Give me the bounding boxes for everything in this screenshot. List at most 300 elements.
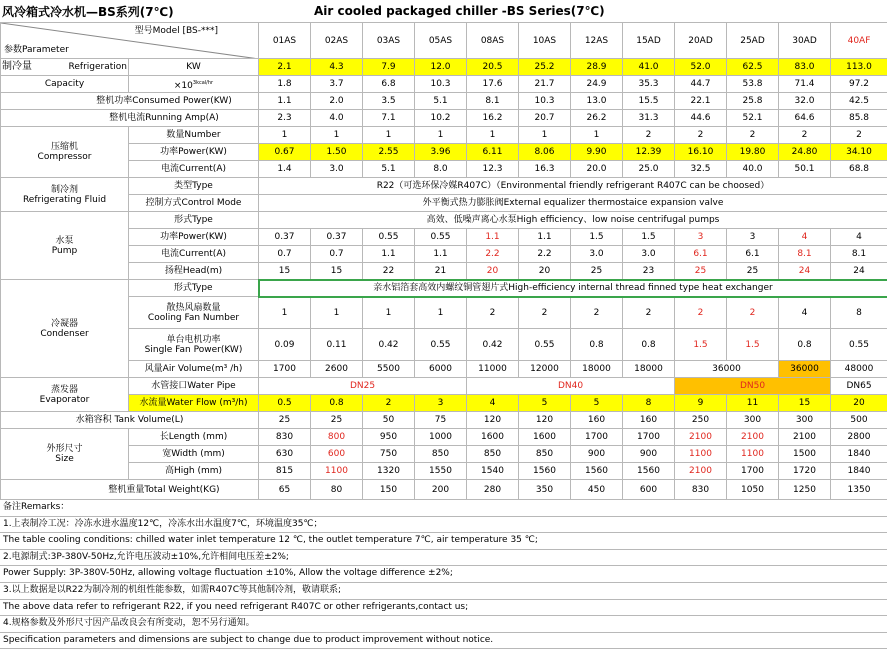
value-cell: 160 bbox=[623, 412, 675, 429]
value-cell: 1700 bbox=[623, 429, 675, 446]
value-cell: 900 bbox=[571, 446, 623, 463]
value-cell: 1.1 bbox=[519, 229, 571, 246]
value-cell: 1540 bbox=[467, 463, 519, 480]
value-cell: 2100 bbox=[675, 463, 727, 480]
value-cell: 1840 bbox=[831, 463, 887, 480]
value-cell: 12000 bbox=[519, 361, 571, 378]
table-row bbox=[1, 395, 887, 412]
value-cell: 36000 bbox=[779, 361, 831, 378]
value-cell: 32.5 bbox=[675, 161, 727, 178]
pipe-dn40: DN40 bbox=[467, 378, 675, 395]
pump-group-en: Pump bbox=[51, 245, 78, 256]
value-cell: 41.0 bbox=[623, 59, 675, 76]
value-cell: 0.55 bbox=[831, 329, 887, 361]
value-cell: 83.0 bbox=[779, 59, 831, 76]
value-cell: 1720 bbox=[779, 463, 831, 480]
model-header: 03AS bbox=[363, 23, 415, 59]
model-label: 型号Model [BS-***] bbox=[134, 26, 218, 36]
table-row bbox=[1, 229, 887, 246]
value-cell: 42.5 bbox=[831, 93, 887, 110]
pump-group bbox=[1, 212, 129, 280]
value-cell: 6.8 bbox=[363, 76, 415, 93]
refrig-group bbox=[1, 59, 129, 76]
value-cell: 1000 bbox=[415, 429, 467, 446]
value-cell: 16.2 bbox=[467, 110, 519, 127]
value-cell: 1.4 bbox=[259, 161, 311, 178]
model-header: 02AS bbox=[311, 23, 363, 59]
value-cell: 1 bbox=[415, 297, 467, 329]
value-cell: 1.1 bbox=[363, 246, 415, 263]
value-cell: 22.1 bbox=[675, 93, 727, 110]
value-cell: 120 bbox=[519, 412, 571, 429]
pump-head-label: 扬程Head(m) bbox=[129, 263, 259, 280]
value-cell: 32.0 bbox=[779, 93, 831, 110]
table-row bbox=[1, 412, 887, 429]
value-cell: 1 bbox=[363, 127, 415, 144]
value-cell: 21.7 bbox=[519, 76, 571, 93]
condenser-group bbox=[1, 280, 129, 378]
model-header: 01AS bbox=[259, 23, 311, 59]
fluid-type-value: R22（可选环保冷媒R407C）（Environmental friendly refrigerant R407C can be choosed） bbox=[259, 178, 887, 195]
value-cell: 12.39 bbox=[623, 144, 675, 161]
pump-type-value: 高效、低噪声离心水泵High efficiency、low noise centrifugal pumps bbox=[259, 212, 887, 229]
value-cell: 28.9 bbox=[571, 59, 623, 76]
value-cell: 8 bbox=[623, 395, 675, 412]
pipe-dn50: DN50 bbox=[675, 378, 831, 395]
value-cell: 1.5 bbox=[727, 329, 779, 361]
value-cell: 53.8 bbox=[727, 76, 779, 93]
remark-line: Power Supply: 3P-380V-50Hz, allowing voltage fluctuation ±10%, Allow the voltage difference ±2%; bbox=[0, 566, 887, 583]
value-cell: 68.8 bbox=[831, 161, 887, 178]
table-row bbox=[1, 463, 887, 480]
remark-line: 备注Remarks： bbox=[0, 500, 887, 517]
pipe-dn65: DN65 bbox=[831, 378, 887, 395]
param-label: 参数Parameter bbox=[4, 45, 69, 55]
value-cell: 160 bbox=[571, 412, 623, 429]
value-cell: 25.0 bbox=[623, 161, 675, 178]
value-cell: 1 bbox=[571, 127, 623, 144]
value-cell: 0.8 bbox=[311, 395, 363, 412]
value-cell: 8.06 bbox=[519, 144, 571, 161]
table-row bbox=[1, 329, 887, 361]
value-cell: 1 bbox=[259, 297, 311, 329]
value-cell: 1 bbox=[467, 127, 519, 144]
value-cell: 1560 bbox=[519, 463, 571, 480]
condenser-group-en: Condenser bbox=[40, 328, 89, 339]
value-cell: 800 bbox=[311, 429, 363, 446]
tank-label: 水箱容积 Tank Volume(L) bbox=[1, 412, 259, 429]
fluid-group-cn: 制冷剂 bbox=[50, 184, 78, 195]
value-cell: 2.0 bbox=[311, 93, 363, 110]
comp-power-label: 功率Power(KW) bbox=[129, 144, 259, 161]
table-row bbox=[1, 263, 887, 280]
value-cell: 25 bbox=[259, 412, 311, 429]
value-cell: 2 bbox=[727, 127, 779, 144]
value-cell: 6000 bbox=[415, 361, 467, 378]
value-cell: 25.2 bbox=[519, 59, 571, 76]
table-row bbox=[1, 59, 887, 76]
comp-num-label: 数量Number bbox=[129, 127, 259, 144]
fluid-group-en: Refrigerating Fluid bbox=[22, 194, 107, 205]
value-cell: 12.0 bbox=[415, 59, 467, 76]
value-cell: 815 bbox=[259, 463, 311, 480]
value-cell: 4.0 bbox=[311, 110, 363, 127]
value-cell: 2100 bbox=[727, 429, 779, 446]
value-cell: 2 bbox=[779, 127, 831, 144]
value-cell: 65 bbox=[259, 480, 311, 500]
value-cell: 1 bbox=[311, 127, 363, 144]
refrig-group-cn: 制冷量 bbox=[2, 61, 32, 72]
fan-power-label bbox=[129, 329, 259, 361]
current-label: 整机电流Running Amp(A) bbox=[1, 110, 259, 127]
value-cell: 44.6 bbox=[675, 110, 727, 127]
pump-group-cn: 水泵 bbox=[55, 235, 74, 246]
value-cell: 1.8 bbox=[259, 76, 311, 93]
value-cell: 97.2 bbox=[831, 76, 887, 93]
fluid-ctrl-label: 控制方式Control Mode bbox=[129, 195, 259, 212]
value-cell: 450 bbox=[571, 480, 623, 500]
value-cell: 48000 bbox=[831, 361, 887, 378]
value-cell: 0.11 bbox=[311, 329, 363, 361]
value-cell: 3.96 bbox=[415, 144, 467, 161]
value-cell: 120 bbox=[467, 412, 519, 429]
value-cell: 850 bbox=[415, 446, 467, 463]
value-cell: 50.1 bbox=[779, 161, 831, 178]
value-cell: 1600 bbox=[519, 429, 571, 446]
value-cell: 8.0 bbox=[415, 161, 467, 178]
value-cell: 5.1 bbox=[415, 93, 467, 110]
value-cell: 1.50 bbox=[311, 144, 363, 161]
table-row bbox=[1, 110, 887, 127]
value-cell: 7.9 bbox=[363, 59, 415, 76]
value-cell: 1 bbox=[259, 127, 311, 144]
value-cell: 16.10 bbox=[675, 144, 727, 161]
value-cell: 4 bbox=[779, 229, 831, 246]
value-cell: 2 bbox=[363, 395, 415, 412]
model-header: 12AS bbox=[571, 23, 623, 59]
title-bar bbox=[0, 0, 887, 22]
value-cell: 1320 bbox=[363, 463, 415, 480]
fan-num-label bbox=[129, 297, 259, 329]
evaporator-group-cn: 蒸发器 bbox=[50, 384, 78, 395]
value-cell: 0.09 bbox=[259, 329, 311, 361]
value-cell: 3.0 bbox=[571, 246, 623, 263]
remark-line: 4.规格参数及外形尺寸因产品改良会有所变动，恕不另行通知。 bbox=[0, 616, 887, 633]
value-cell: 0.55 bbox=[363, 229, 415, 246]
value-cell: 0.5 bbox=[259, 395, 311, 412]
pipe-dn25: DN25 bbox=[259, 378, 467, 395]
value-cell: 850 bbox=[519, 446, 571, 463]
value-cell: 1350 bbox=[831, 480, 887, 500]
value-cell: 4 bbox=[831, 229, 887, 246]
value-cell: 9 bbox=[675, 395, 727, 412]
value-cell: 24.9 bbox=[571, 76, 623, 93]
value-cell: 25.8 bbox=[727, 93, 779, 110]
value-cell: 2.2 bbox=[467, 246, 519, 263]
unit-kcal bbox=[129, 76, 259, 93]
value-cell: 85.8 bbox=[831, 110, 887, 127]
table-row bbox=[1, 178, 887, 195]
value-cell: 0.8 bbox=[571, 329, 623, 361]
value-cell: 35.3 bbox=[623, 76, 675, 93]
value-cell: 500 bbox=[831, 412, 887, 429]
value-cell: 250 bbox=[675, 412, 727, 429]
value-cell: 0.7 bbox=[311, 246, 363, 263]
value-cell: 200 bbox=[415, 480, 467, 500]
remark-line: 3.以上数据是以R22为制冷剂的机组性能参数，如需R407C等其他制冷剂，敬请联系; bbox=[0, 583, 887, 600]
value-cell: 36000 bbox=[675, 361, 779, 378]
value-cell: 10.3 bbox=[415, 76, 467, 93]
model-header: 20AD bbox=[675, 23, 727, 59]
value-cell: 52.1 bbox=[727, 110, 779, 127]
value-cell: 1.5 bbox=[571, 229, 623, 246]
value-cell: 600 bbox=[623, 480, 675, 500]
value-cell: 18000 bbox=[571, 361, 623, 378]
value-cell: 1 bbox=[363, 297, 415, 329]
cond-type-value: 亲水铝箔套高效内螺纹铜管翅片式High-efficiency internal thread finned type heat exchanger bbox=[259, 280, 887, 297]
model-header: 15AD bbox=[623, 23, 675, 59]
value-cell: 15 bbox=[259, 263, 311, 280]
value-cell: 113.0 bbox=[831, 59, 887, 76]
value-cell: 8.1 bbox=[779, 246, 831, 263]
value-cell: 16.3 bbox=[519, 161, 571, 178]
header-model-param bbox=[1, 23, 259, 59]
value-cell: 15 bbox=[779, 395, 831, 412]
value-cell: 64.6 bbox=[779, 110, 831, 127]
value-cell: 2100 bbox=[675, 429, 727, 446]
value-cell: 950 bbox=[363, 429, 415, 446]
value-cell: 750 bbox=[363, 446, 415, 463]
value-cell: 2.3 bbox=[259, 110, 311, 127]
value-cell: 1700 bbox=[727, 463, 779, 480]
compressor-group-en: Compressor bbox=[37, 152, 92, 162]
value-cell: 80 bbox=[311, 480, 363, 500]
size-group bbox=[1, 429, 129, 480]
value-cell: 11 bbox=[727, 395, 779, 412]
remark-line: The table cooling conditions: chilled water inlet temperature 12 ℃, the outlet temperature 7℃, air temperature 35 ℃; bbox=[0, 533, 887, 550]
value-cell: 23 bbox=[623, 263, 675, 280]
value-cell: 1550 bbox=[415, 463, 467, 480]
remark-line: The above data refer to refrigerant R22, if you need refrigerant R407C or other refrigerants,contact us; bbox=[0, 600, 887, 617]
air-label: 风量Air Volume(m³ /h) bbox=[129, 361, 259, 378]
value-cell: 25 bbox=[675, 263, 727, 280]
value-cell: 9.90 bbox=[571, 144, 623, 161]
cond-type-label: 形式Type bbox=[129, 280, 259, 297]
value-cell: 1700 bbox=[259, 361, 311, 378]
pump-power-label: 功率Power(KW) bbox=[129, 229, 259, 246]
value-cell: 5 bbox=[571, 395, 623, 412]
value-cell: 1 bbox=[519, 127, 571, 144]
pump-type-label: 形式Type bbox=[129, 212, 259, 229]
weight-label: 整机重量Total Weight(KG) bbox=[1, 480, 259, 500]
height-label: 高High (mm) bbox=[129, 463, 259, 480]
value-cell: 26.2 bbox=[571, 110, 623, 127]
value-cell: 20.7 bbox=[519, 110, 571, 127]
comp-current-label: 电流Current(A) bbox=[129, 161, 259, 178]
evaporator-group-en: Evaporator bbox=[39, 394, 90, 405]
table-row bbox=[1, 76, 887, 93]
remarks-section bbox=[0, 500, 887, 649]
remark-line: 2.电源制式:3P-380V-50Hz,允许电压波动±10%,允许相间电压差±2%; bbox=[0, 550, 887, 567]
value-cell: 19.80 bbox=[727, 144, 779, 161]
table-row bbox=[1, 246, 887, 263]
value-cell: 1100 bbox=[675, 446, 727, 463]
value-cell: 0.55 bbox=[415, 329, 467, 361]
model-header: 08AS bbox=[467, 23, 519, 59]
value-cell: 8.1 bbox=[831, 246, 887, 263]
value-cell: 20.5 bbox=[467, 59, 519, 76]
value-cell: 8 bbox=[831, 297, 887, 329]
spec-table bbox=[0, 22, 887, 500]
value-cell: 2 bbox=[675, 297, 727, 329]
value-cell: 2100 bbox=[779, 429, 831, 446]
unit-kw: KW bbox=[129, 59, 259, 76]
value-cell: 7.1 bbox=[363, 110, 415, 127]
value-cell: 20 bbox=[831, 395, 887, 412]
value-cell: 2.55 bbox=[363, 144, 415, 161]
value-cell: 17.6 bbox=[467, 76, 519, 93]
value-cell: 3.0 bbox=[311, 161, 363, 178]
value-cell: 3.0 bbox=[623, 246, 675, 263]
fan-power-label-en: Single Fan Power(KW) bbox=[144, 344, 243, 355]
value-cell: 2 bbox=[571, 297, 623, 329]
value-cell: 15.5 bbox=[623, 93, 675, 110]
value-cell: 24.80 bbox=[779, 144, 831, 161]
value-cell: 1.1 bbox=[259, 93, 311, 110]
value-cell: 2 bbox=[727, 297, 779, 329]
value-cell: 25 bbox=[727, 263, 779, 280]
kcal-unit: ×10 bbox=[173, 80, 193, 91]
value-cell: 280 bbox=[467, 480, 519, 500]
value-cell: 10.2 bbox=[415, 110, 467, 127]
value-cell: 75 bbox=[415, 412, 467, 429]
value-cell: 6.11 bbox=[467, 144, 519, 161]
pipe-label: 水管接口Water Pipe bbox=[129, 378, 259, 395]
value-cell: 20.0 bbox=[571, 161, 623, 178]
table-row bbox=[1, 446, 887, 463]
value-cell: 1050 bbox=[727, 480, 779, 500]
width-label: 宽Width (mm) bbox=[129, 446, 259, 463]
model-header: 30AD bbox=[779, 23, 831, 59]
value-cell: 1250 bbox=[779, 480, 831, 500]
value-cell: 52.0 bbox=[675, 59, 727, 76]
size-group-en: Size bbox=[55, 454, 74, 464]
value-cell: 630 bbox=[259, 446, 311, 463]
value-cell: 12.3 bbox=[467, 161, 519, 178]
value-cell: 830 bbox=[259, 429, 311, 446]
fluid-group bbox=[1, 178, 129, 212]
fluid-type-label: 类型Type bbox=[129, 178, 259, 195]
value-cell: 3.7 bbox=[311, 76, 363, 93]
value-cell: 0.8 bbox=[623, 329, 675, 361]
value-cell: 13.0 bbox=[571, 93, 623, 110]
table-row bbox=[1, 144, 887, 161]
value-cell: 2 bbox=[675, 127, 727, 144]
fan-num-label-en: Cooling Fan Number bbox=[147, 312, 240, 323]
value-cell: 3.5 bbox=[363, 93, 415, 110]
value-cell: 1.5 bbox=[623, 229, 675, 246]
value-cell: 44.7 bbox=[675, 76, 727, 93]
table-row bbox=[1, 212, 887, 229]
value-cell: 2.1 bbox=[259, 59, 311, 76]
capacity-label: Capacity bbox=[1, 76, 129, 93]
value-cell: 8.1 bbox=[467, 93, 519, 110]
flow-label: 水流量Water Flow (m³/h) bbox=[129, 395, 259, 412]
value-cell: 0.67 bbox=[259, 144, 311, 161]
value-cell: 300 bbox=[779, 412, 831, 429]
value-cell: 150 bbox=[363, 480, 415, 500]
table-row bbox=[1, 195, 887, 212]
value-cell: 0.55 bbox=[519, 329, 571, 361]
value-cell: 4.3 bbox=[311, 59, 363, 76]
value-cell: 850 bbox=[467, 446, 519, 463]
value-cell: 830 bbox=[675, 480, 727, 500]
condenser-group-cn: 冷凝器 bbox=[50, 318, 78, 329]
length-label: 长Length (mm) bbox=[129, 429, 259, 446]
fluid-ctrl-value: 外平衡式热力膨胀阀External equalizer thermostaice expansion valve bbox=[259, 195, 887, 212]
table-row bbox=[1, 361, 887, 378]
model-header: 05AS bbox=[415, 23, 467, 59]
value-cell: 600 bbox=[311, 446, 363, 463]
kcal-sup: 3kcal/hr bbox=[192, 79, 214, 86]
value-cell: 1560 bbox=[623, 463, 675, 480]
value-cell: 2.2 bbox=[519, 246, 571, 263]
value-cell: 0.42 bbox=[467, 329, 519, 361]
value-cell: 24 bbox=[831, 263, 887, 280]
value-cell: 900 bbox=[623, 446, 675, 463]
value-cell: 300 bbox=[727, 412, 779, 429]
title-chinese: 风冷箱式冷水机—BS系列(7℃) bbox=[2, 4, 174, 19]
value-cell: 2 bbox=[467, 297, 519, 329]
value-cell: 0.55 bbox=[415, 229, 467, 246]
table-row bbox=[1, 480, 887, 500]
value-cell: 25 bbox=[571, 263, 623, 280]
value-cell: 0.42 bbox=[363, 329, 415, 361]
compressor-group bbox=[1, 127, 129, 178]
table-row bbox=[1, 297, 887, 329]
value-cell: 31.3 bbox=[623, 110, 675, 127]
value-cell: 1 bbox=[415, 127, 467, 144]
value-cell: 20 bbox=[467, 263, 519, 280]
fan-num-label-cn: 散热风扇数量 bbox=[166, 302, 221, 313]
value-cell: 11000 bbox=[467, 361, 519, 378]
value-cell: 25 bbox=[311, 412, 363, 429]
value-cell: 1560 bbox=[571, 463, 623, 480]
value-cell: 5 bbox=[519, 395, 571, 412]
value-cell: 20 bbox=[519, 263, 571, 280]
table-row bbox=[1, 378, 887, 395]
table-row bbox=[1, 127, 887, 144]
model-header: 25AD bbox=[727, 23, 779, 59]
model-header: 40AF bbox=[831, 23, 887, 59]
value-cell: 71.4 bbox=[779, 76, 831, 93]
title-english: Air cooled packaged chiller -BS Series(7℃) bbox=[314, 4, 605, 18]
table-row bbox=[1, 93, 887, 110]
value-cell: 2800 bbox=[831, 429, 887, 446]
value-cell: 1500 bbox=[779, 446, 831, 463]
value-cell: 1.1 bbox=[467, 229, 519, 246]
value-cell: 3 bbox=[675, 229, 727, 246]
value-cell: 1100 bbox=[727, 446, 779, 463]
value-cell: 1840 bbox=[831, 446, 887, 463]
value-cell: 5.1 bbox=[363, 161, 415, 178]
value-cell: 15 bbox=[311, 263, 363, 280]
value-cell: 2 bbox=[519, 297, 571, 329]
pump-current-label: 电流Current(A) bbox=[129, 246, 259, 263]
value-cell: 2 bbox=[623, 297, 675, 329]
value-cell: 350 bbox=[519, 480, 571, 500]
table-row bbox=[1, 280, 887, 297]
